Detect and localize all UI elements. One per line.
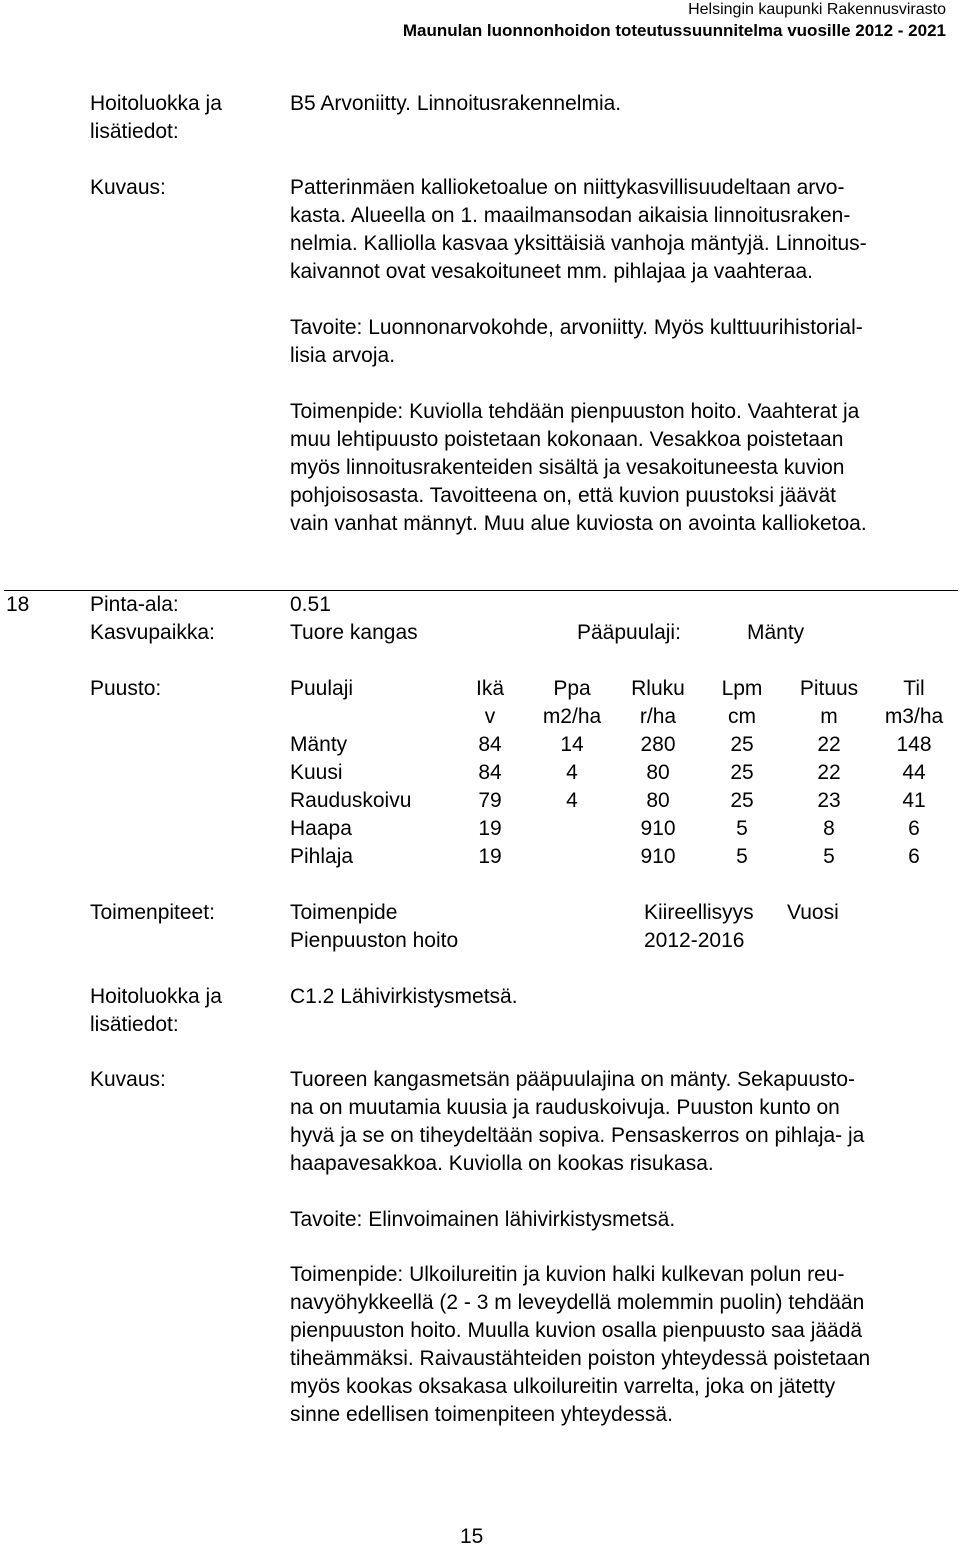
tree-basal-area-cell: 4	[566, 761, 578, 784]
tree-col-unit-volume: m3/ha	[884, 705, 944, 728]
measures-col-header-year: Vuosi	[787, 901, 839, 924]
site-type-value: Tuore kangas	[290, 621, 418, 644]
measures-urgency-cell: 2012-2016	[644, 929, 745, 952]
tree-diameter-cell: 25	[730, 761, 754, 784]
action-line: myös kookas oksakasa ulkoilureitin varrelta, joka on jätetty	[290, 1375, 836, 1398]
prev-action-line: myös linnoitusrakenteiden sisältä ja vesakoituneesta kuvion	[290, 456, 845, 479]
tree-col-unit-age: v	[484, 705, 496, 728]
tree-height-cell: 8	[823, 817, 835, 840]
measures-action-cell: Pienpuuston hoito	[290, 929, 459, 952]
header-document-title: Maunulan luonnonhoidon toteutussuunnitelma vuosille 2012 - 2021	[402, 21, 946, 40]
page-number: 15	[460, 1525, 484, 1548]
prev-action-line: pohjoisosasta. Tavoitteena on, että kuvion puustoksi jäävät	[290, 484, 836, 507]
tree-col-header-stem-count: Rluku	[631, 677, 685, 700]
tree-col-header-volume: Til	[903, 677, 925, 700]
tree-diameter-cell: 5	[736, 817, 748, 840]
tree-col-unit-basal-area: m2/ha	[542, 705, 602, 728]
tree-col-unit-diameter: cm	[728, 705, 756, 728]
measures-label: Toimenpiteet:	[90, 901, 215, 924]
tree-stem-count-cell: 910	[640, 817, 676, 840]
prev-description-line: nelmia. Kalliolla kasvaa yksittäisiä vanhoja mäntyjä. Linnoitus-	[290, 232, 867, 255]
header-organization: Helsingin kaupunki Rakennusvirasto	[688, 1, 946, 18]
goal-line: Tavoite: Elinvoimainen lähivirkistysmetsä.	[290, 1208, 676, 1231]
prev-description-line: kasta. Alueella on 1. maailmansodan aikaisia linnoitusraken-	[290, 204, 851, 227]
tree-col-header-height: Pituus	[799, 677, 859, 700]
prev-class-label-line1: Hoitoluokka ja	[90, 92, 222, 115]
site-type-label: Kasvupaikka:	[90, 621, 215, 644]
tree-basal-area-cell: 14	[560, 733, 584, 756]
prev-action-line: Toimenpide: Kuviolla tehdään pienpuuston hoito. Vaahterat ja	[290, 400, 860, 423]
tree-age-cell: 84	[478, 761, 502, 784]
prev-action-line: vain vanhat männyt. Muu alue kuviosta on avointa kallioketoa.	[290, 512, 867, 535]
tree-height-cell: 23	[817, 789, 841, 812]
tree-basal-area-cell: 4	[566, 789, 578, 812]
prev-goal-line: lisia arvoja.	[290, 344, 396, 367]
tree-col-unit-height: m	[820, 705, 838, 728]
action-line: pienpuuston hoito. Muulla kuvion osalla pienpuusto saa jäädä	[290, 1319, 863, 1342]
description-line: Tuoreen kangasmetsän pääpuulajina on mänty. Sekapuusto-	[290, 1068, 856, 1091]
measures-col-header-urgency: Kiireellisyys	[644, 901, 754, 924]
tree-height-cell: 5	[823, 845, 835, 868]
tree-height-cell: 22	[817, 761, 841, 784]
tree-volume-cell: 6	[908, 845, 920, 868]
prev-description-line: kaivannot ovat vesakoituneet mm. pihlajaa ja vaahteraa.	[290, 260, 813, 283]
tree-volume-cell: 6	[908, 817, 920, 840]
prev-description-label: Kuvaus:	[90, 176, 166, 199]
tree-height-cell: 22	[817, 733, 841, 756]
tree-age-cell: 79	[478, 789, 502, 812]
tree-species-cell: Haapa	[290, 817, 352, 840]
tree-age-cell: 19	[478, 817, 502, 840]
tree-stem-count-cell: 280	[640, 733, 676, 756]
measures-col-header-action: Toimenpide	[290, 901, 398, 924]
description-label: Kuvaus:	[90, 1068, 166, 1091]
tree-stem-count-cell: 80	[646, 761, 670, 784]
prev-class-label-line2: lisätiedot:	[90, 120, 179, 143]
action-line: Toimenpide: Ulkoilureitin ja kuvion halki kulkevan polun reu-	[290, 1263, 845, 1286]
tree-diameter-cell: 5	[736, 845, 748, 868]
tree-volume-cell: 44	[902, 761, 926, 784]
prev-action-line: muu lehtipuusto poistetaan kokonaan. Vesakkoa poistetaan	[290, 428, 844, 451]
tree-col-unit-stem-count: r/ha	[639, 705, 677, 728]
tree-age-cell: 19	[478, 845, 502, 868]
prev-goal-line: Tavoite: Luonnonarvokohde, arvoniitty. Myös kulttuurihistorial-	[290, 316, 863, 339]
trees-label: Puusto:	[90, 677, 162, 700]
tree-volume-cell: 41	[902, 789, 926, 812]
tree-volume-cell: 148	[896, 733, 932, 756]
tree-col-header-species: Puulaji	[290, 677, 354, 700]
tree-species-cell: Kuusi	[290, 761, 343, 784]
action-line: sinne edellisen toimenpiteen yhteydessä.	[290, 1403, 673, 1426]
prev-class-value: B5 Arvoniitty. Linnoitusrakennelmia.	[290, 92, 622, 115]
tree-stem-count-cell: 80	[646, 789, 670, 812]
tree-diameter-cell: 25	[730, 733, 754, 756]
tree-stem-count-cell: 910	[640, 845, 676, 868]
tree-species-cell: Mänty	[290, 733, 348, 756]
description-line: hyvä ja se on tiheydeltään sopiva. Pensaskerros on pihlaja- ja	[290, 1124, 865, 1147]
tree-diameter-cell: 25	[730, 789, 754, 812]
class-label-line2: lisätiedot:	[90, 1013, 179, 1036]
action-line: navyöhykkeellä (2 - 3 m leveydellä molemmin puolin) tehdään	[290, 1291, 865, 1314]
description-line: na on muutamia kuusia ja rauduskoivuja. Puuston kunto on	[290, 1096, 840, 1119]
tree-col-header-age: Ikä	[475, 677, 504, 700]
action-line: tiheämmäksi. Raivaustähteiden poiston yhteydessä poistetaan	[290, 1347, 871, 1370]
main-species-label: Pääpuulaji:	[577, 621, 681, 644]
tree-age-cell: 84	[478, 733, 502, 756]
tree-col-header-basal-area: Ppa	[553, 677, 591, 700]
stand-number: 18	[6, 593, 30, 616]
tree-col-header-diameter: Lpm	[721, 677, 763, 700]
tree-species-cell: Rauduskoivu	[290, 789, 412, 812]
class-label-line1: Hoitoluokka ja	[90, 985, 222, 1008]
class-value: C1.2 Lähivirkistysmetsä.	[290, 985, 518, 1008]
area-label: Pinta-ala:	[90, 593, 179, 616]
prev-description-line: Patterinmäen kallioketoalue on niittykasvillisuudeltaan arvo-	[290, 176, 845, 199]
description-line: haapavesakkoa. Kuviolla on kookas risukasa.	[290, 1152, 714, 1175]
tree-species-cell: Pihlaja	[290, 845, 354, 868]
main-species-value: Mänty	[747, 621, 805, 644]
area-value: 0.51	[290, 593, 331, 616]
